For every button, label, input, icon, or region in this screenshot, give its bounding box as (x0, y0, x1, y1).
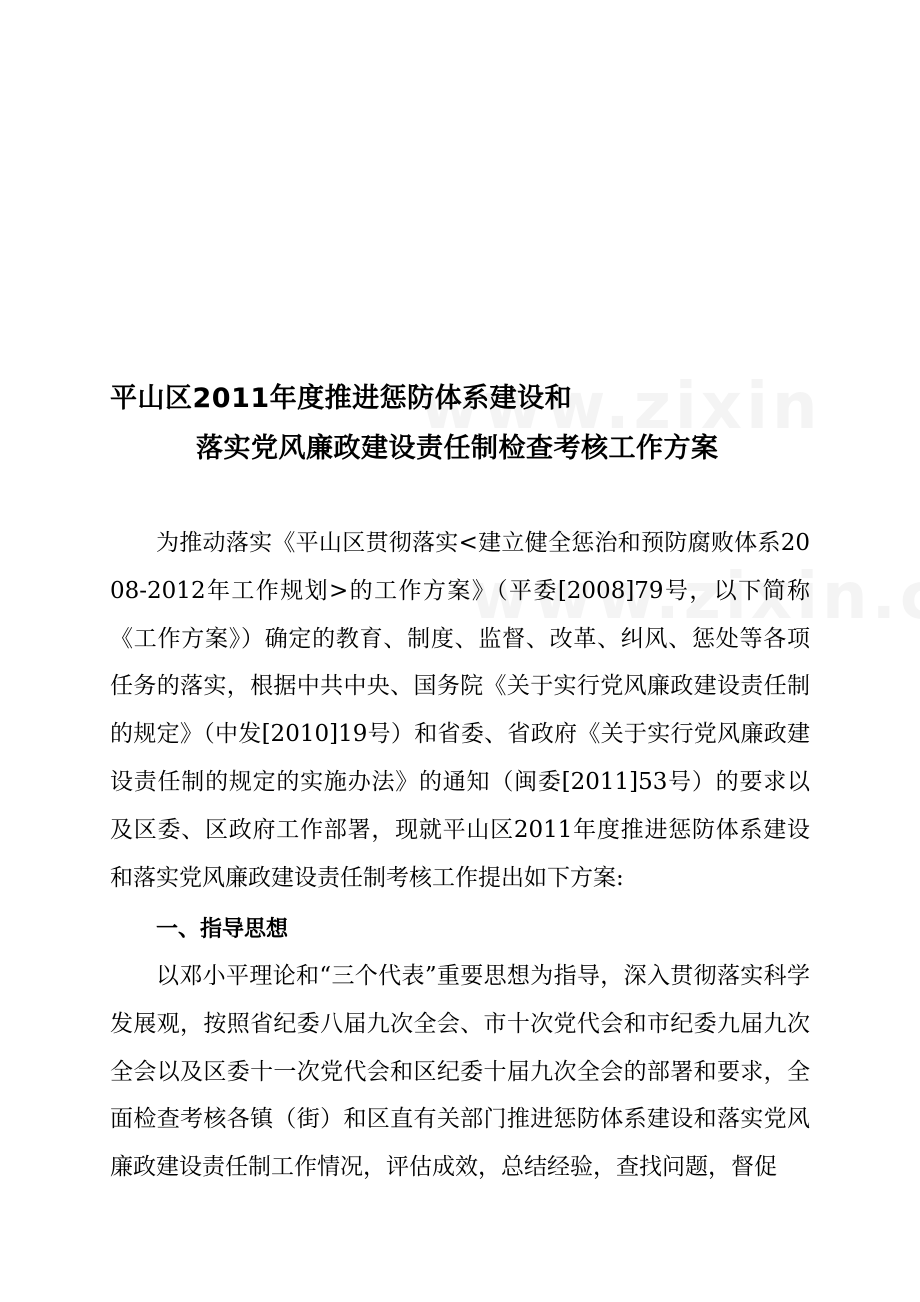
paragraph-intro-text: 为推动落实《平山区贯彻落实<建立健全惩治和预防腐败体系2008-2012年工作规划>的工作方案》（平委[2008]79号，以下简称《工作方案》）确定的教育、制度、监督、改革、纠风、惩处等各项任务的落实，根据中共中央、国务院《关于实行党风廉政建设责任制的规定》（中发[2010]19号）和省委、省政府《关于实行党风廉政建设责任制的规定的实施办法》的通知（闽委[2011]53号）的要求以及区委、区政府工作部署，现就平山区2011年度推进惩防体系建设和落实党风廉政建设责任制考核工作提出如下方案: (110, 530, 810, 891)
document-title-line-1: 平山区2011年度推进惩防体系建设和 (110, 383, 573, 414)
paragraph-guiding-thought-text: 以邓小平理论和“三个代表”重要思想为指导，深入贯彻落实科学发展观，按照省纪委八届九次全会、市十次党代会和市纪委九届九次全会以及区委十一次党代会和区纪委十届九次全会的部署和要求，全面检查考核各镇（街）和区直有关部门推进惩防体系建设和落实党风廉政建设责任制工作情况，评估成效，总结经验，查找问题，督促 (110, 963, 810, 1181)
paragraph-guiding-thought (110, 953, 810, 1192)
paragraph-intro (110, 520, 810, 902)
section-heading-guiding-thought: 一、指导思想 (156, 917, 289, 942)
document-title-line-2: 落实党风廉政建设责任制检查考核工作方案 (196, 433, 719, 464)
